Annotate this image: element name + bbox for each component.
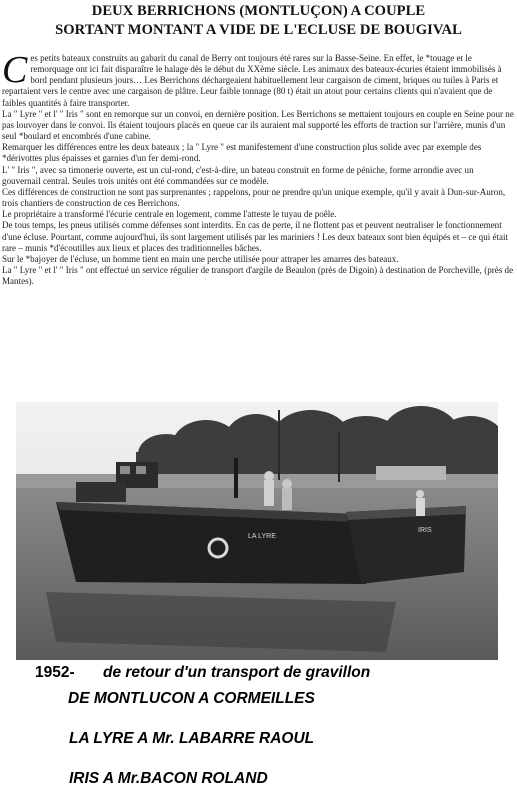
- paragraph-2: La " Lyre " et l' " Iris " sont en remorque sur un convoi, en dernière position. Les Berrichons se mettaient toujours en couple en Seine pour ne pas louvoyer dans le convoi. Ils étaient toujours placés en queue car ils auraient mal supporté les efforts de traction sur l'arrière, munis d'un seul *boulard et encombrés d'une cabine.: [2, 108, 514, 142]
- drop-cap: C: [2, 49, 28, 91]
- paragraph-5: Ces différences de construction ne sont pas surprenantes ; rappelons, pour ne prendre qu'un unique exemple, qu'il y avait à Dun-sur-Auron, trois chantiers de construction de ces Berrichons.: [2, 186, 506, 209]
- article-body: [2, 49, 514, 287]
- title-line-2: SORTANT MONTANT A VIDE DE L'ECLUSE DE BOUGIVAL: [55, 22, 462, 38]
- caption-line-3: LA LYRE A Mr. LABARRE RAOUL: [69, 730, 315, 747]
- paragraph-1: Ces petits bateaux construits au gabarit du canal de Berry ont toujours été rares sur la Basse-Seine. En effet, le *touage et le remorquage ont ici fait disparaître le halage dès le début du XXème siècle. Les animaux des bateaux-écuries étaient immobilisés à bord pendant plusieurs jours… Les Berrichons déchargeaient habituellement leur cargaison de ciment, briques ou tuiles à Paris et repartaient vers le centre avec une cargaison de plâtre. Leur faible tonnage (80 t) était un atout pour certains clients qui n'avaient que de faibles quantités à faire transporter.: [2, 49, 502, 108]
- paragraph-9: La " Lyre " et l' " Iris " ont effectué un service régulier de transport d'argile de Beaulon (près de Digoin) à destination de Porcheville, (près de Mantes).: [2, 264, 514, 287]
- caption-text-1: de retour d'un transport de gravillon: [103, 664, 371, 681]
- paragraph-6: Le propriétaire a transformé l'écurie centrale en logement, comme l'atteste le tuyau de poêle.: [2, 209, 337, 220]
- boat-name-iris: IRIS: [418, 527, 432, 534]
- caption-year: 1952-: [35, 664, 75, 681]
- caption-line-2: DE MONTLUCON A CORMEILLES: [68, 690, 315, 707]
- paragraph-3: Remarquer les différences entre les deux bateaux ; la " Lyre " est manifestement d'une construction plus solide avec par exemple des *dérivottes plus épaisses et garnies d'un fer demi-rond.: [2, 142, 482, 164]
- title-line-1: DEUX BERRICHONS (MONTLUÇON) A COUPLE: [91, 3, 426, 19]
- caption-line-4: IRIS A Mr.BACON ROLAND: [69, 770, 268, 787]
- barge-photo: [16, 402, 498, 660]
- paragraph-8: Sur le *bajoyer de l'écluse, un homme tient en main une perche utilisée pour attraper les amarres des bateaux.: [2, 253, 399, 264]
- boat-name-la-lyre: LA LYRE: [248, 533, 276, 540]
- paragraph-4: L' " Iris ", avec sa timonerie ouverte, est un cul-rond, c'est-à-dire, un bateau construit en forme de péniche, forme arrondie avec un gouvernail central. Seules trois unités ont été commandées sur ce modèle.: [2, 164, 474, 186]
- paragraph-7: De tous temps, les pneus utilisés comme défenses sont interdits. En cas de perte, il ne flottent pas et peuvent neutraliser le fonctionnement d'une écluse. Pourtant, comme aujourd'hui, ils sont largement utilisés par les mariniers ! Les deux bateaux sont bien équipés et – ce qui était rare – munis *d'écoutilles aux lieux et places des traditionnelles bâches.: [2, 220, 509, 253]
- photo-illustration: [16, 402, 498, 660]
- page-title: [0, 2, 517, 40]
